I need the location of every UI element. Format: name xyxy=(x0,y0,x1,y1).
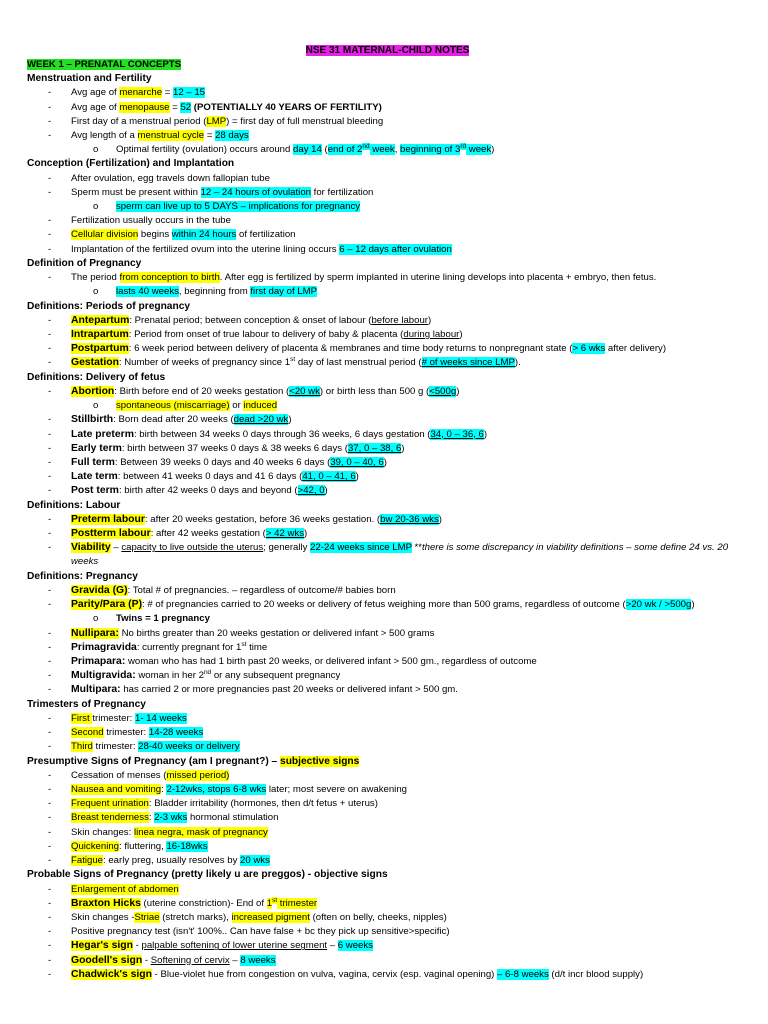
text-run: : # of pregnancies carried to 20 weeks or delivery of fetus weighing more than 500 grams, regardless of outcome ( xyxy=(142,599,626,611)
text-run: 39, 0 – 40, 6 xyxy=(330,456,384,468)
bullet-item xyxy=(27,428,748,442)
text-run: later; most severe on awakening xyxy=(266,784,407,795)
text-run: beginning of 3 xyxy=(400,144,461,156)
bullet-item xyxy=(27,726,748,740)
text-run: Nullipara: xyxy=(71,627,119,639)
text-run: day 14 xyxy=(293,144,322,156)
text-run: - Blue-violet hue from congestion on vulva, vagina, cervix (esp. vaginal opening) xyxy=(152,968,498,980)
bullet-item xyxy=(27,527,748,541)
section-heading xyxy=(27,300,748,314)
sub-bullet-item xyxy=(27,399,748,413)
text-run: – xyxy=(110,542,122,554)
section-heading xyxy=(27,157,748,171)
text-run: No births greater than 20 weeks gestation or delivered infant > 500 grams xyxy=(118,627,435,639)
text-run: Fatigue xyxy=(71,855,103,867)
text-run: Softening of cervix xyxy=(150,954,230,966)
sub-bullet-item xyxy=(27,612,748,626)
text-run: Avg age of xyxy=(71,101,120,113)
bullet-item xyxy=(27,897,748,911)
bullet-item xyxy=(27,627,748,641)
text-run: Fertilization usually occurs in the tube xyxy=(71,215,231,227)
text-run: Implantation of the fertilized ovum into the uterine lining occurs xyxy=(71,243,340,255)
bullet-item xyxy=(27,797,748,811)
text-run: rd xyxy=(460,142,467,150)
bullet-item xyxy=(27,342,748,356)
text-run: Twins = 1 pregnancy xyxy=(116,613,210,625)
bullet-item xyxy=(27,598,748,612)
text-run: Postpartum xyxy=(71,343,129,355)
text-run: – 6-8 weeks xyxy=(497,968,549,980)
bullet-item xyxy=(27,683,748,697)
text-run: Presumptive Signs of Pregnancy (am I pregnant?) – xyxy=(27,755,281,767)
text-run: : currently pregnant for 1 xyxy=(136,641,242,653)
text-run: 12 – 15 xyxy=(172,87,205,99)
text-run: Cellular division xyxy=(71,229,139,241)
text-run: 16-18wks xyxy=(166,840,208,852)
text-run: ) xyxy=(428,314,432,326)
section-heading xyxy=(27,570,748,584)
text-run: ) xyxy=(491,144,495,156)
text-run: = xyxy=(162,87,173,99)
text-run: – xyxy=(327,940,338,952)
bullet-item xyxy=(27,939,748,953)
text-run: st xyxy=(272,896,278,904)
text-run: Striae xyxy=(134,911,160,923)
text-run: Full term xyxy=(71,456,115,468)
text-run: : Between 39 weeks 0 days and 40 weeks 6 days ( xyxy=(114,456,331,468)
text-run: 28 days xyxy=(215,129,249,141)
text-run: : Birth before end of 20 weeks gestation ( xyxy=(114,385,290,397)
text-run: Definitions: Pregnancy xyxy=(27,570,138,582)
text-run: dead >20 wk xyxy=(233,414,289,426)
bullet-item xyxy=(27,243,748,257)
text-run: 34, 0 – 36, 6 xyxy=(430,428,484,440)
text-run: trimester: xyxy=(92,712,135,724)
text-run: Hegar's sign xyxy=(71,940,133,952)
text-run: >20 wk / >500g xyxy=(625,599,692,611)
text-run: 52 xyxy=(180,101,192,113)
text-run: Sperm must be present within xyxy=(71,186,201,198)
text-run: ) or birth less than 500 g ( xyxy=(319,385,430,397)
text-run: Avg age of xyxy=(71,87,120,99)
bullet-item xyxy=(27,186,748,200)
text-run: nd xyxy=(362,142,370,150)
text-run: Cessation of menses ( xyxy=(71,769,167,781)
text-run: Primagravida xyxy=(71,641,137,653)
text-run: 20 wks xyxy=(240,855,270,867)
bullet-item xyxy=(27,783,748,797)
text-run: # of weeks since LMP xyxy=(421,357,515,369)
text-run: ) xyxy=(383,456,387,468)
text-run: Trimesters of Pregnancy xyxy=(27,698,146,710)
text-run: Breast tenderness xyxy=(71,812,149,824)
text-run: Intrapartum xyxy=(71,329,129,341)
text-run: trimester: xyxy=(103,727,149,739)
text-run: menarche xyxy=(119,87,163,99)
text-run: trimester xyxy=(277,897,318,909)
section-heading xyxy=(27,499,748,513)
text-run: 41, 0 – 41, 6 xyxy=(302,471,356,483)
text-run: : Number of weeks of pregnancy since 1 xyxy=(118,357,291,369)
text-run: week xyxy=(369,144,395,156)
text-run: 6 weeks xyxy=(337,940,373,952)
text-run: Postterm labour xyxy=(71,528,151,540)
text-run: First xyxy=(71,712,93,724)
bullet-item xyxy=(27,513,748,527)
text-run: ) = first day of full menstrual bleeding xyxy=(226,115,384,127)
bullet-item xyxy=(27,442,748,456)
text-run: induced xyxy=(243,400,278,412)
section-heading xyxy=(27,72,748,86)
bullet-item xyxy=(27,413,748,427)
text-run: 1 xyxy=(266,897,273,909)
text-run: hormonal stimulation xyxy=(187,812,279,824)
bullet-item xyxy=(27,101,748,115)
text-run: or xyxy=(229,400,244,412)
text-run: (often on belly, cheeks, nipples) xyxy=(309,911,447,923)
text-run: : xyxy=(148,812,155,824)
text-run: increased pigment xyxy=(231,911,310,923)
text-run: linea negra, mask of pregnancy xyxy=(133,826,268,838)
text-run: : birth between 34 weeks 0 days through 36 weeks, 6 days gestation ( xyxy=(133,428,431,440)
text-run: : birth after 42 weeks 0 days and beyond ( xyxy=(118,485,298,497)
text-run: : fluttering, xyxy=(119,840,167,852)
text-run: there is some discrepancy in viability definitions – some define 24 vs. 20 weeks xyxy=(71,542,729,568)
text-run: ) xyxy=(288,414,292,426)
bullet-item xyxy=(27,911,748,925)
text-run: <20 wk xyxy=(289,385,320,397)
text-run: 1- 14 weeks xyxy=(134,712,187,724)
section-heading xyxy=(27,257,748,271)
text-run: Quickening xyxy=(71,840,119,852)
text-run: lasts 40 weeks xyxy=(116,286,179,298)
text-run: or any subsequent pregnancy xyxy=(211,670,341,682)
text-run: 6 – 12 days after ovulation xyxy=(339,243,452,255)
text-run: sperm can live up to 5 DAYS – implications for pregnancy xyxy=(116,201,361,213)
bullet-item xyxy=(27,712,748,726)
text-run: . After egg is fertilized by sperm implanted in uterine lining develops into placenta + embryo, then fetus. xyxy=(219,272,657,284)
text-run: : after 42 weeks gestation ( xyxy=(150,528,266,540)
text-run: 37, 0 – 38, 6 xyxy=(347,442,402,454)
text-run: LMP xyxy=(206,115,227,127)
bullet-item xyxy=(27,584,748,598)
text-run: of fertilization xyxy=(236,229,296,241)
text-run: Skin changes - xyxy=(71,911,135,923)
text-run: 8 weeks xyxy=(240,954,276,966)
text-run: for fertilization xyxy=(311,186,374,198)
text-run: Enlargement of abdomen xyxy=(71,883,179,895)
bullet-item xyxy=(27,925,748,939)
text-run: before labour xyxy=(371,314,428,326)
text-run: from conception to birth xyxy=(119,272,220,284)
text-run: menopause xyxy=(119,101,170,113)
text-run: Definition of Pregnancy xyxy=(27,257,142,269)
bullet-item xyxy=(27,328,748,342)
text-run: Primapara: xyxy=(71,655,126,667)
bullet-item xyxy=(27,129,748,143)
week-heading: WEEK 1 – PRENATAL CONCEPTS xyxy=(27,59,182,70)
text-run: Gravida (G) xyxy=(71,584,128,596)
bullet-item xyxy=(27,541,748,569)
text-run: woman in her 2 xyxy=(135,670,204,682)
bullet-item xyxy=(27,314,748,328)
text-run: - xyxy=(142,954,151,966)
text-run: after delivery) xyxy=(605,343,667,355)
text-run: : Born dead after 20 weeks ( xyxy=(113,414,234,426)
text-run: <500g xyxy=(429,385,457,397)
text-run: 28-40 weeks or delivery xyxy=(138,741,240,753)
bullet-item xyxy=(27,115,748,129)
text-run: within 24 hours xyxy=(171,229,237,241)
text-run: time xyxy=(246,641,268,653)
bullet-item xyxy=(27,172,748,186)
text-run: nd xyxy=(203,669,212,676)
bullet-item xyxy=(27,811,748,825)
bullet-item xyxy=(27,655,748,669)
bullet-item xyxy=(27,214,748,228)
text-run: (uterine constriction)- End of xyxy=(140,897,267,909)
bullet-item xyxy=(27,484,748,498)
text-run: Multipara: xyxy=(71,684,121,696)
text-run: Gestation xyxy=(71,357,119,369)
text-run: trimester: xyxy=(92,741,139,753)
text-run: : after 20 weeks gestation, before 36 weeks gestation. ( xyxy=(144,513,381,525)
text-run: (d/t incr blood supply) xyxy=(548,968,644,980)
text-run: First day of a menstrual period ( xyxy=(71,115,207,127)
text-run: Braxton Hicks xyxy=(71,897,141,909)
text-run: Menstruation and Fertility xyxy=(27,73,152,84)
text-run: Post term xyxy=(71,485,119,497)
text-run: – xyxy=(229,954,241,966)
text-run: > 6 wks xyxy=(572,343,606,355)
bullet-item xyxy=(27,356,748,370)
text-run: ) xyxy=(483,428,488,440)
text-run: day of last menstrual period ( xyxy=(295,357,422,369)
text-run: ) xyxy=(691,599,695,611)
text-run: st xyxy=(290,356,296,364)
text-run: Preterm labour xyxy=(71,513,145,525)
text-run: Early term xyxy=(71,442,122,454)
text-run: Definitions: Delivery of fetus xyxy=(27,371,166,383)
sub-bullet-item xyxy=(27,200,748,214)
text-run: Parity/Para (P) xyxy=(71,599,143,611)
text-run: Definitions: Labour xyxy=(27,499,121,511)
notes-content xyxy=(27,72,748,982)
text-run: Conception (Fertilization) and Implantation xyxy=(27,158,235,170)
text-run: >42, 0 xyxy=(297,485,325,497)
text-run: Late preterm xyxy=(71,428,134,440)
text-run: ) xyxy=(355,471,359,483)
text-run: Third xyxy=(71,741,93,753)
text-run: ) xyxy=(304,528,308,540)
sub-bullet-item xyxy=(27,285,748,299)
text-run: Avg length of a xyxy=(71,129,138,141)
bullet-item xyxy=(27,740,748,754)
text-run: 12 – 24 hours of ovulation xyxy=(200,186,311,198)
text-run: ) xyxy=(324,485,328,497)
bullet-item xyxy=(27,769,748,783)
bullet-item xyxy=(27,456,748,470)
text-run: Nausea and vomiting xyxy=(71,784,162,795)
text-run: > 42 wks xyxy=(265,528,305,540)
text-run: during labour xyxy=(403,329,460,341)
text-run: 2-3 wks xyxy=(154,812,188,824)
text-run: (POTENTIALLY 40 YEARS OF FERTILITY) xyxy=(191,101,382,113)
bullet-item xyxy=(27,954,748,968)
text-run: : Prenatal period; between conception & onset of labour ( xyxy=(129,314,372,326)
bullet-item xyxy=(27,826,748,840)
text-run: Antepartum xyxy=(71,314,130,326)
bullet-item xyxy=(27,641,748,655)
text-run: : between 41 weeks 0 days and 41 6 days ( xyxy=(117,471,303,483)
text-run: Abortion xyxy=(71,385,115,397)
text-run: Late term xyxy=(71,471,118,483)
section-heading xyxy=(27,371,748,385)
bullet-item xyxy=(27,883,748,897)
text-run: 14-28 weeks xyxy=(148,727,204,739)
section-heading xyxy=(27,868,748,882)
text-run: : Bladder irritability (hormones, then d/t fetus + uterus) xyxy=(148,798,378,810)
text-run: missed period) xyxy=(166,769,230,781)
text-run: , beginning from xyxy=(178,286,251,298)
document-title: NSE 31 MATERNAL-CHILD NOTES xyxy=(305,45,470,56)
text-run: begins xyxy=(138,229,172,241)
bullet-item xyxy=(27,385,748,399)
text-run: The period xyxy=(71,272,120,284)
text-run: : Total # of pregnancies. – regardless of outcome/# babies born xyxy=(127,584,396,596)
text-run: spontaneous (miscarriage) xyxy=(116,400,230,412)
text-run: st xyxy=(241,640,247,648)
text-run: ) xyxy=(456,385,460,397)
sub-bullet-item xyxy=(27,143,748,157)
text-run: ) xyxy=(459,329,463,341)
text-run: Optimal fertility (ovulation) occurs around xyxy=(116,144,294,156)
text-run: ( xyxy=(321,144,328,156)
text-run: end of 2 xyxy=(327,144,363,156)
text-run: : 6 week period between delivery of placenta & membranes and time body returns to nonpregnant state ( xyxy=(128,343,573,355)
bullet-item xyxy=(27,228,748,242)
bullet-item xyxy=(27,271,748,285)
text-run: Definitions: Periods of pregnancy xyxy=(27,300,191,312)
text-run: capacity to live outside the uterus xyxy=(121,542,264,554)
bullet-item xyxy=(27,669,748,683)
text-run: : xyxy=(161,784,167,795)
text-run: = xyxy=(204,129,216,141)
text-run: bw 20-36 wks xyxy=(380,513,439,525)
text-run: Goodell's sign xyxy=(71,954,143,966)
text-run: After ovulation, egg travels down fallopian tube xyxy=(71,172,270,184)
text-run: menstrual cycle xyxy=(137,129,205,141)
text-run: - xyxy=(132,940,142,952)
text-run: Skin changes: xyxy=(71,826,134,838)
text-run: Stillbirth xyxy=(71,414,114,426)
bullet-item xyxy=(27,86,748,100)
text-run: : Period from onset of true labour to delivery of baby & placenta ( xyxy=(128,329,404,341)
text-run: palpable softening of lower uterine segment xyxy=(141,940,328,952)
text-run: 22-24 weeks since LMP xyxy=(310,542,412,554)
text-run: Second xyxy=(71,727,104,739)
text-run: Viability xyxy=(71,542,111,554)
text-run: : birth between 37 weeks 0 days & 38 weeks 6 days ( xyxy=(121,442,348,454)
text-run: = xyxy=(169,101,181,113)
text-run: (stretch marks), xyxy=(159,911,232,923)
text-run: Multigravida: xyxy=(71,670,136,682)
text-run: Positive pregnancy test (isn't' 100%.. Can have false + bc they pick up sensitive>specific) xyxy=(71,926,450,938)
text-run: woman who has had 1 birth past 20 weeks, or delivered infant > 500 gm., regardless of outcome xyxy=(125,655,537,667)
text-run: ) xyxy=(438,513,442,525)
text-run: : early preg, usually resolves by xyxy=(103,855,241,867)
text-run: Chadwick's sign xyxy=(71,968,152,980)
text-run: first day of LMP xyxy=(250,286,318,298)
bullet-item xyxy=(27,968,748,982)
text-run: 2-12wks, stops 6-8 wks xyxy=(166,784,267,795)
text-run: ** xyxy=(411,542,422,554)
text-run: subjective signs xyxy=(280,755,360,767)
bullet-item xyxy=(27,854,748,868)
text-run: week xyxy=(466,144,492,156)
section-heading xyxy=(27,698,748,712)
text-run: , xyxy=(394,144,401,156)
text-run: ) xyxy=(401,442,405,454)
text-run: ). xyxy=(514,357,521,369)
bullet-item xyxy=(27,470,748,484)
section-heading xyxy=(27,755,748,769)
text-run: Frequent urination xyxy=(71,798,149,810)
text-run: ; generally xyxy=(263,542,311,554)
bullet-item xyxy=(27,840,748,854)
text-run: Probable Signs of Pregnancy (pretty likely u are preggos) - objective signs xyxy=(27,869,388,881)
text-run: has carried 2 or more pregnancies past 20 weeks or delivered infant > 500 gm. xyxy=(120,684,458,696)
